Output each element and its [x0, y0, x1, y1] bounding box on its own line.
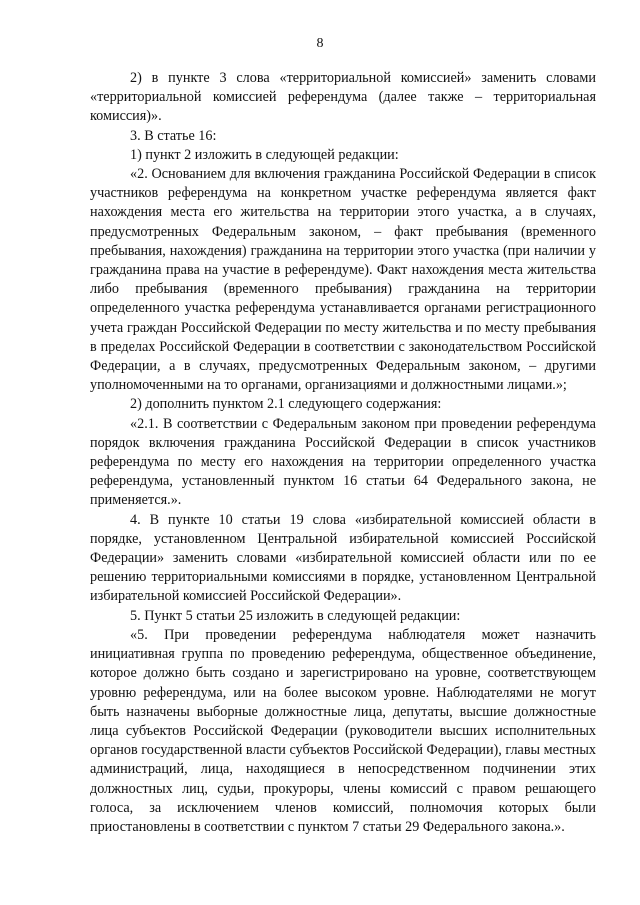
- document-body: [90, 69, 596, 837]
- paragraph-article-19-amendment: 4. В пункте 10 статьи 19 слова «избирательной комиссией области в порядке, установленном Центральной избирательной комиссией Российской Федерации» заменить словами «избирательной комиссией области или по ее решению территориальными комиссиями в порядке, установленном Центральной избирательной комиссией Российской Федерации».: [90, 511, 596, 605]
- paragraph-item-1-clause-2: 1) пункт 2 изложить в следующей редакции:: [130, 146, 399, 163]
- paragraph-item-2-add-clause-2-1: 2) дополнить пунктом 2.1 следующего содержания:: [130, 396, 442, 413]
- paragraph-item-2-clause-3: 2) в пункте 3 слова «территориальной комиссией» заменить словами «территориальной комиссией референдума (далее также – территориальная комиссия)».: [90, 70, 596, 125]
- paragraph-article-25-heading: 5. Пункт 5 статьи 25 изложить в следующей редакции:: [130, 607, 461, 624]
- paragraph-clause-5-text: «5. При проведении референдума наблюдателя может назначить инициативная группа по проведению референдума, общественное объединение, которое должно быть создано и зарегистрировано на уровне, соответствующем уровню референдума, или на более высоком уровне. Наблюдателями не могут быть назначены выборные должностные лица, депутаты, высшие должностные лица субъектов Российской Федерации (руководители высших исполнительных органов государственной власти субъектов Российской Федерации), главы местных администраций, лица, находящиеся в непосредственном подчинении этих должностных лиц, судьи, прокуроры, члены комиссий с правом решающего голоса, за исключением членов комиссий, полномочия которых были приостановлены в соответствии с пунктом 7 статьи 29 Федерального закона.».: [90, 626, 596, 835]
- paragraph-clause-2-text: «2. Основанием для включения гражданина Российской Федерации в список участников референдума на конкретном участке референдума является факт нахождения места его жительства на территории этого участка, а в случаях, предусмотренных Федеральным законом, – факт пребывания (временного пребывания, нахождения) гражданина на территории этого участка (при наличии у гражданина права на участие в референдуме). Факт нахождения места жительства либо пребывания (временного пребывания) гражданина на территории определенного участка референдума устанавливается органами регистрационного учета граждан Российской Федерации по месту жительства и по месту пребывания в пределах Российской Федерации в соответствии с законодательством Российской Федерации, а в случаях, предусмотренных Федеральным законом, – другими уполномоченными на то органами, организациями и должностными лицами.»;: [90, 166, 596, 394]
- paragraph-clause-2-1-text: «2.1. В соответствии с Федеральным законом при проведении референдума порядок включения гражданина Российской Федерации в список участников референдума по месту его нахождения на территории определенного участка референдума, установленный пунктом 16 статьи 64 Федерального закона, не применяется.».: [90, 415, 596, 509]
- page-number: 8: [316, 36, 324, 51]
- paragraph-article-16-heading: 3. В статье 16:: [130, 127, 217, 144]
